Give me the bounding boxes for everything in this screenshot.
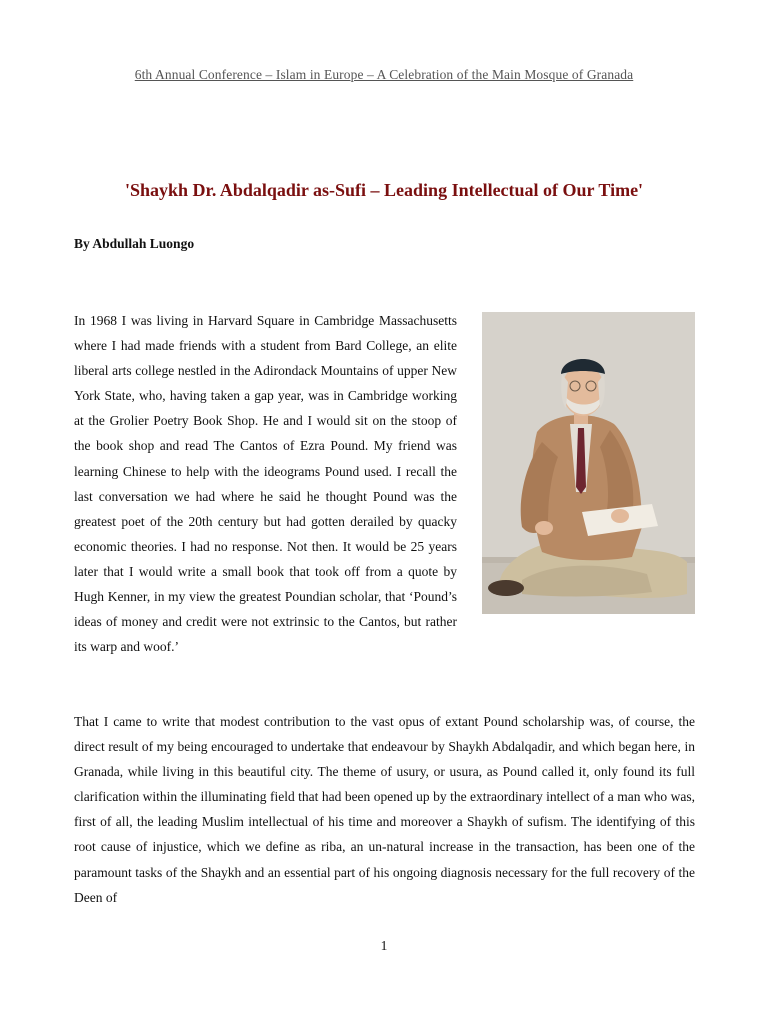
portrait-illustration [482,312,695,614]
page-number: 1 [380,938,388,953]
paragraph-2: That I came to write that modest contribution to the vast opus of extant Pound scholarship was, of course, the direct result of my being encouraged to undertake that endeavour by Shaykh Abdalqadir, and which began here, in Granada, while living in this beautiful city. The theme of usury, or usura, as Pound called it, only found its full clarification within the illuminating field that had been opened up by the extraordinary intellect of a man who was, first of all, the leading Muslim intellectual of his time and moreover a Shaykh of sufism. The identifying of this root cause of injustice, which we define as riba, an un-natural increase in the transaction, has been one of the paramount tasks of the Shaykh and an essential part of his ongoing diagnosis necessary for the full recovery of the Deen of [74,714,695,905]
conference-header-link[interactable]: 6th Annual Conference – Islam in Europe – A Celebration of the Main Mosque of Granada [134,67,634,82]
article-byline: By Abdullah Luongo [74,236,195,251]
paragraph-1: In 1968 I was living in Harvard Square in Cambridge Massachusetts where I had made friends with a student from Bard College, an elite liberal arts college nestled in the Adirondack Mountains of upper New York State, who, having taken a gap year, was in Cambridge working at the Grolier Poetry Book Shop. He and I would sit on the stoop of the book shop and read The Cantos of Ezra Pound. My friend was learning Chinese to help with the ideograms Pound used. I recall the last conversation we had where he said he thought Pound was the greatest poet of the 20th century but had gotten derailed by quacky economic theories. I had no response. Not then. It would be 25 years later that I would write a small book that took off from a quote by Hugh Kenner, in my view the greatest Poundian scholar, that ‘Pound’s ideas of money and credit were not extrinsic to the Cantos, but rather its warp and woof.’ [74,313,457,655]
portrait-photo [482,312,695,614]
paragraph-1-container [74,308,695,659]
article-title: 'Shaykh Dr. Abdalqadir as-Sufi – Leading Intellectual of Our Time' [124,180,644,200]
